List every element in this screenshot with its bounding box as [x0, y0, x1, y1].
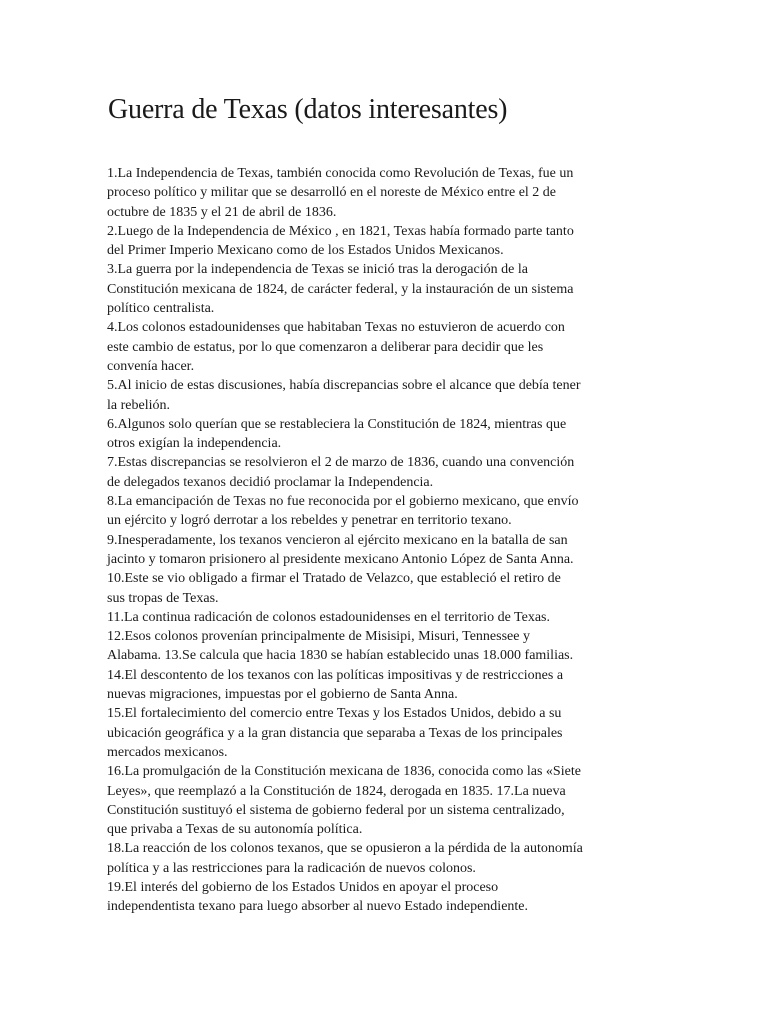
body-line: 15.El fortalecimiento del comercio entre Texas y los Estados Unidos, debido a su — [107, 706, 562, 722]
body-line: 16.La promulgación de la Constitución mexicana de 1836, conocida como las «Siete — [107, 764, 581, 780]
body-line: 6.Algunos solo querían que se restableciera la Constitución de 1824, mientras que — [107, 416, 567, 432]
body-line: 18.La reacción de los colonos texanos, que se opusieron a la pérdida de la autonomía — [107, 841, 583, 857]
body-line: Alabama. 13.Se calcula que hacia 1830 se habían establecido unas 18.000 familias. — [107, 648, 574, 664]
body-line: 8.La emancipación de Texas no fue reconocida por el gobierno mexicano, que envío — [107, 494, 579, 510]
body-line: este cambio de estatus, por lo que comenzaron a deliberar para decidir que les — [107, 339, 544, 355]
body-line: octubre de 1835 y el 21 de abril de 1836. — [107, 204, 337, 220]
body-line: 3.La guerra por la independencia de Texas se inició tras la derogación de la — [107, 262, 528, 278]
body-line: jacinto y tomaron prisionero al presidente mexicano Antonio López de Santa Anna. — [107, 551, 574, 567]
body-line: Leyes», que reemplazó a la Constitución de 1824, derogada en 1835. 17.La nueva — [107, 783, 566, 799]
body-line: 10.Este se vio obligado a firmar el Tratado de Velazco, que estableció el retiro de — [107, 571, 561, 587]
body-line: 11.La continua radicación de colonos estadounidenses en el territorio de Texas. — [107, 609, 550, 625]
body-line: Constitución mexicana de 1824, de carácter federal, y la instauración de un sistema — [107, 281, 574, 297]
body-line: 12.Esos colonos provenían principalmente de Misisipi, Misuri, Tennessee y — [107, 629, 530, 645]
body-line: independentista texano para luego absorber al nuevo Estado independiente. — [107, 899, 529, 915]
body-line: que privaba a Texas de su autonomía política. — [107, 822, 363, 838]
body-line: 19.El interés del gobierno de los Estados Unidos en apoyar el proceso — [107, 879, 499, 895]
body-line: 9.Inesperadamente, los texanos vencieron al ejército mexicano en la batalla de san — [107, 532, 568, 548]
body-line: ubicación geográfica y a la gran distancia que separaba a Texas de los principales — [107, 725, 563, 741]
body-line: del Primer Imperio Mexicano como de los Estados Unidos Mexicanos. — [107, 243, 504, 259]
body-line: proceso político y militar que se desarrolló en el noreste de México entre el 2 de — [107, 185, 557, 201]
body-line: de delegados texanos decidió proclamar la Independencia. — [107, 474, 434, 490]
body-line: convenía hacer. — [107, 358, 195, 374]
body-line: un ejército y logró derrotar a los rebeldes y penetrar en territorio texano. — [107, 513, 512, 529]
body-line: 5.Al inicio de estas discusiones, había discrepancias sobre el alcance que debía tener — [107, 378, 581, 394]
body-line: 14.El descontento de los texanos con las políticas impositivas y de restricciones a — [107, 667, 564, 683]
document-body — [107, 164, 667, 917]
body-line: 2.Luego de la Independencia de México , en 1821, Texas había formado parte tanto — [107, 223, 574, 239]
body-line: otros exigían la independencia. — [107, 436, 282, 452]
body-line: política y a las restricciones para la radicación de nuevos colonos. — [107, 860, 476, 876]
body-line: la rebelión. — [107, 397, 170, 413]
body-line: Constitución sustituyó el sistema de gobierno federal por un sistema centralizado, — [107, 802, 565, 818]
body-line: 7.Estas discrepancias se resolvieron el 2 de marzo de 1836, cuando una convención — [107, 455, 575, 471]
body-line: 1.La Independencia de Texas, también conocida como Revolución de Texas, fue un — [107, 166, 574, 181]
body-line: 4.Los colonos estadounidenses que habitaban Texas no estuvieron de acuerdo con — [107, 320, 565, 336]
document-title: Guerra de Texas (datos interesantes) — [108, 94, 508, 125]
body-line: político centralista. — [107, 301, 215, 317]
body-line: nuevas migraciones, impuestas por el gobierno de Santa Anna. — [107, 687, 458, 703]
body-line: mercados mexicanos. — [107, 744, 228, 760]
body-line: sus tropas de Texas. — [107, 590, 219, 606]
